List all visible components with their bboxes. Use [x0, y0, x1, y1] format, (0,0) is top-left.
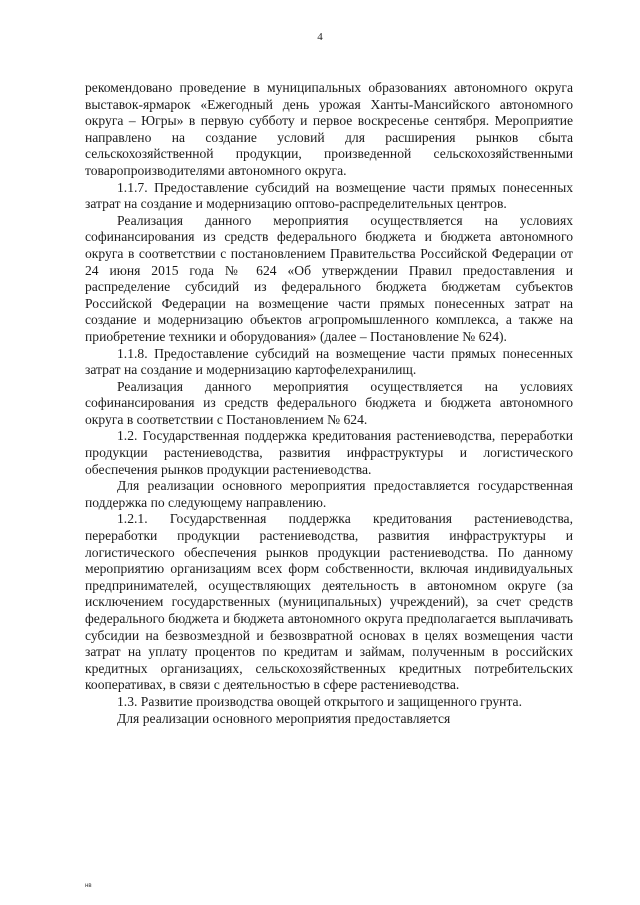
paragraph: 1.3. Развитие производства овощей открытого и защищенного грунта. — [117, 693, 522, 709]
page-number: 4 — [317, 31, 323, 43]
paragraph: 1.2.1. Государственная поддержка кредитования растениеводства, переработки продукции растениеводства, развития инфраструктуры и логистического обеспечения рынков продукции растениеводства. По данному мероприятию организациям всех форм собственности, включая индивидуальных предпринимателей, осуществляющих деятельность в автономном округе (за исключением государственных (муниципальных) учреждений), за счет средств федерального бюджета и бюджета автономного округа предполагается выплачивать субсидии на безвозмездной и безвозвратной основах в целях возмещения части затрат на уплату процентов по кредитам и займам, полученным в российских кредитных организациях, сельскохозяйственных кредитных потребительских кооперативах, в связи с деятельностью в сфере растениеводства. — [85, 511, 573, 693]
paragraph: 1.2. Государственная поддержка кредитования растениеводства, переработки продукции растениеводства, развития инфраструктуры и логистического обеспечения рынков продукции растениеводства. — [85, 428, 573, 477]
paragraph: Для реализации основного мероприятия предоставляется — [117, 710, 451, 726]
paragraph: рекомендовано проведение в муниципальных образованиях автономного округа выставок-ярмарок «Ежегодный день урожая Ханты-Мансийского автономного округа – Югры» в первую субботу и первое воскресенье сентября. Мероприятие направлено на создание условий для расширения рынков сбыта сельскохозяйственной продукции, произведенной сельскохозяйственными товаропроизводителями автономного округа. — [85, 80, 573, 178]
paragraph: 1.1.8. Предоставление субсидий на возмещение части прямых понесенных затрат на создание и модернизацию картофелехранилищ. — [85, 345, 573, 378]
paragraph: Реализация данного мероприятия осуществляется на условиях софинансирования из средств федерального бюджета и бюджета автономного округа в соответствии с Постановлением № 624. — [85, 378, 573, 427]
footer-mark: нв — [85, 883, 92, 889]
paragraph: Для реализации основного мероприятия предоставляется государственная поддержка по следующему направлению. — [85, 478, 573, 510]
paragraph: 1.1.7. Предоставление субсидий на возмещение части прямых понесенных затрат на создание и модернизацию оптово-распределительных центров. — [85, 179, 573, 212]
paragraph: Реализация данного мероприятия осуществляется на условиях софинансирования из средств федерального бюджета и бюджета автономного округа в соответствии с постановлением Правительства Российской Федерации от 24 июня 2015 года № 624 «Об утверждении Правил предоставления и распределение субсидий из федерального бюджета бюджетам субъектов Российской Федерации на возмещение части прямых понесенных затрат на создание и модернизацию объектов агропромышленного комплекса, а также на приобретение техники и оборудования» (далее – Постановление № 624). — [85, 212, 573, 344]
document-body — [85, 80, 573, 727]
